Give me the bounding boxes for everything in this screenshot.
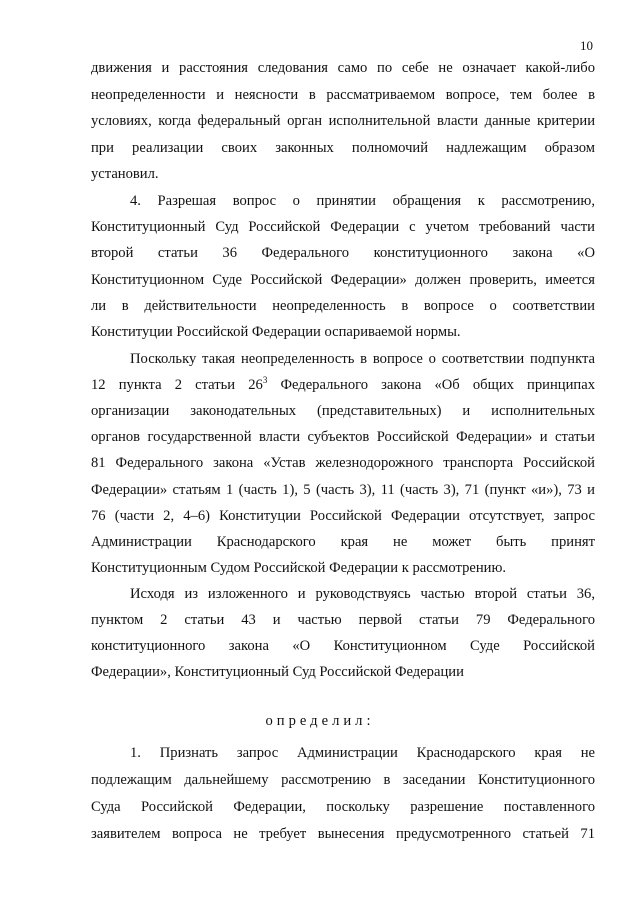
- text-line: 81 Федерального закона «Устав железнодорожного транспорта Российской: [91, 455, 595, 471]
- superscript: 3: [262, 375, 268, 386]
- text-line: подлежащим дальнейшему рассмотрению в заседании Конституционного: [91, 772, 595, 788]
- text-line: организации законодательных (представительных) и исполнительных: [91, 403, 595, 419]
- text-line: при реализации своих законных полномочий надлежащим образом: [91, 140, 595, 156]
- text-line: Администрации Краснодарского края не может быть принят: [91, 534, 595, 550]
- text-line: условиях, когда федеральный орган исполнительной власти данные критерии: [91, 113, 595, 129]
- text-line: органов государственной власти субъектов Российской Федерации» и статьи: [91, 429, 595, 445]
- text-line: 4. Разрешая вопрос о принятии обращения к рассмотрению,: [130, 193, 595, 209]
- text-line: конституционного закона «О Конституционном Суде Российской: [91, 638, 595, 654]
- text-line: установил.: [91, 166, 159, 182]
- text-line: Поскольку такая неопределенность в вопросе о соответствии подпункта: [130, 351, 595, 367]
- text-line: Федерации» статьям 1 (часть 1), 5 (часть 3), 11 (часть 3), 71 (пункт «и»), 73 и: [91, 482, 595, 498]
- text-line: Исходя из изложенного и руководствуясь частью второй статьи 36,: [130, 586, 595, 602]
- text-line: Конституционным Судом Российской Федерации к рассмотрению.: [91, 560, 507, 576]
- text-line: неопределенности и неясности в рассматриваемом вопросе, тем более в: [91, 87, 595, 103]
- text-line-part: Федерального закона «Об общих принципах: [267, 377, 595, 393]
- text-line: Конституции Российской Федерации оспариваемой нормы.: [91, 324, 461, 340]
- text-line: 76 (части 2, 4–6) Конституции Российской Федерации отсутствует, запрос: [91, 508, 595, 524]
- text-line: Федерации», Конституционный Суд Российской Федерации: [91, 664, 464, 680]
- text-line: Конституционном Суде Российской Федерации» должен проверить, имеется: [91, 272, 595, 288]
- text-line: 1. Признать запрос Администрации Краснодарского края не: [130, 745, 595, 761]
- text-line-part: 12 пункта 2 статьи 26: [91, 377, 263, 393]
- text-line: ли в действительности неопределенность в вопросе о соответствии: [91, 298, 595, 314]
- text-line: [91, 376, 595, 395]
- text-line: Конституционный Суд Российской Федерации с учетом требований части: [91, 219, 595, 235]
- text-line: движения и расстояния следования само по себе не означает какой-либо: [91, 60, 595, 76]
- text-line: пунктом 2 статьи 43 и частью первой статьи 79 Федерального: [91, 612, 595, 628]
- page-number: 10: [580, 38, 593, 53]
- text-line: заявителем вопроса не требует вынесения предусмотренного статьей 71: [91, 826, 595, 842]
- text-line: второй статьи 36 Федерального конституционного закона «О: [91, 245, 595, 261]
- section-heading: определил:: [265, 713, 375, 729]
- text-line: Суда Российской Федерации, поскольку разрешение поставленного: [91, 799, 595, 815]
